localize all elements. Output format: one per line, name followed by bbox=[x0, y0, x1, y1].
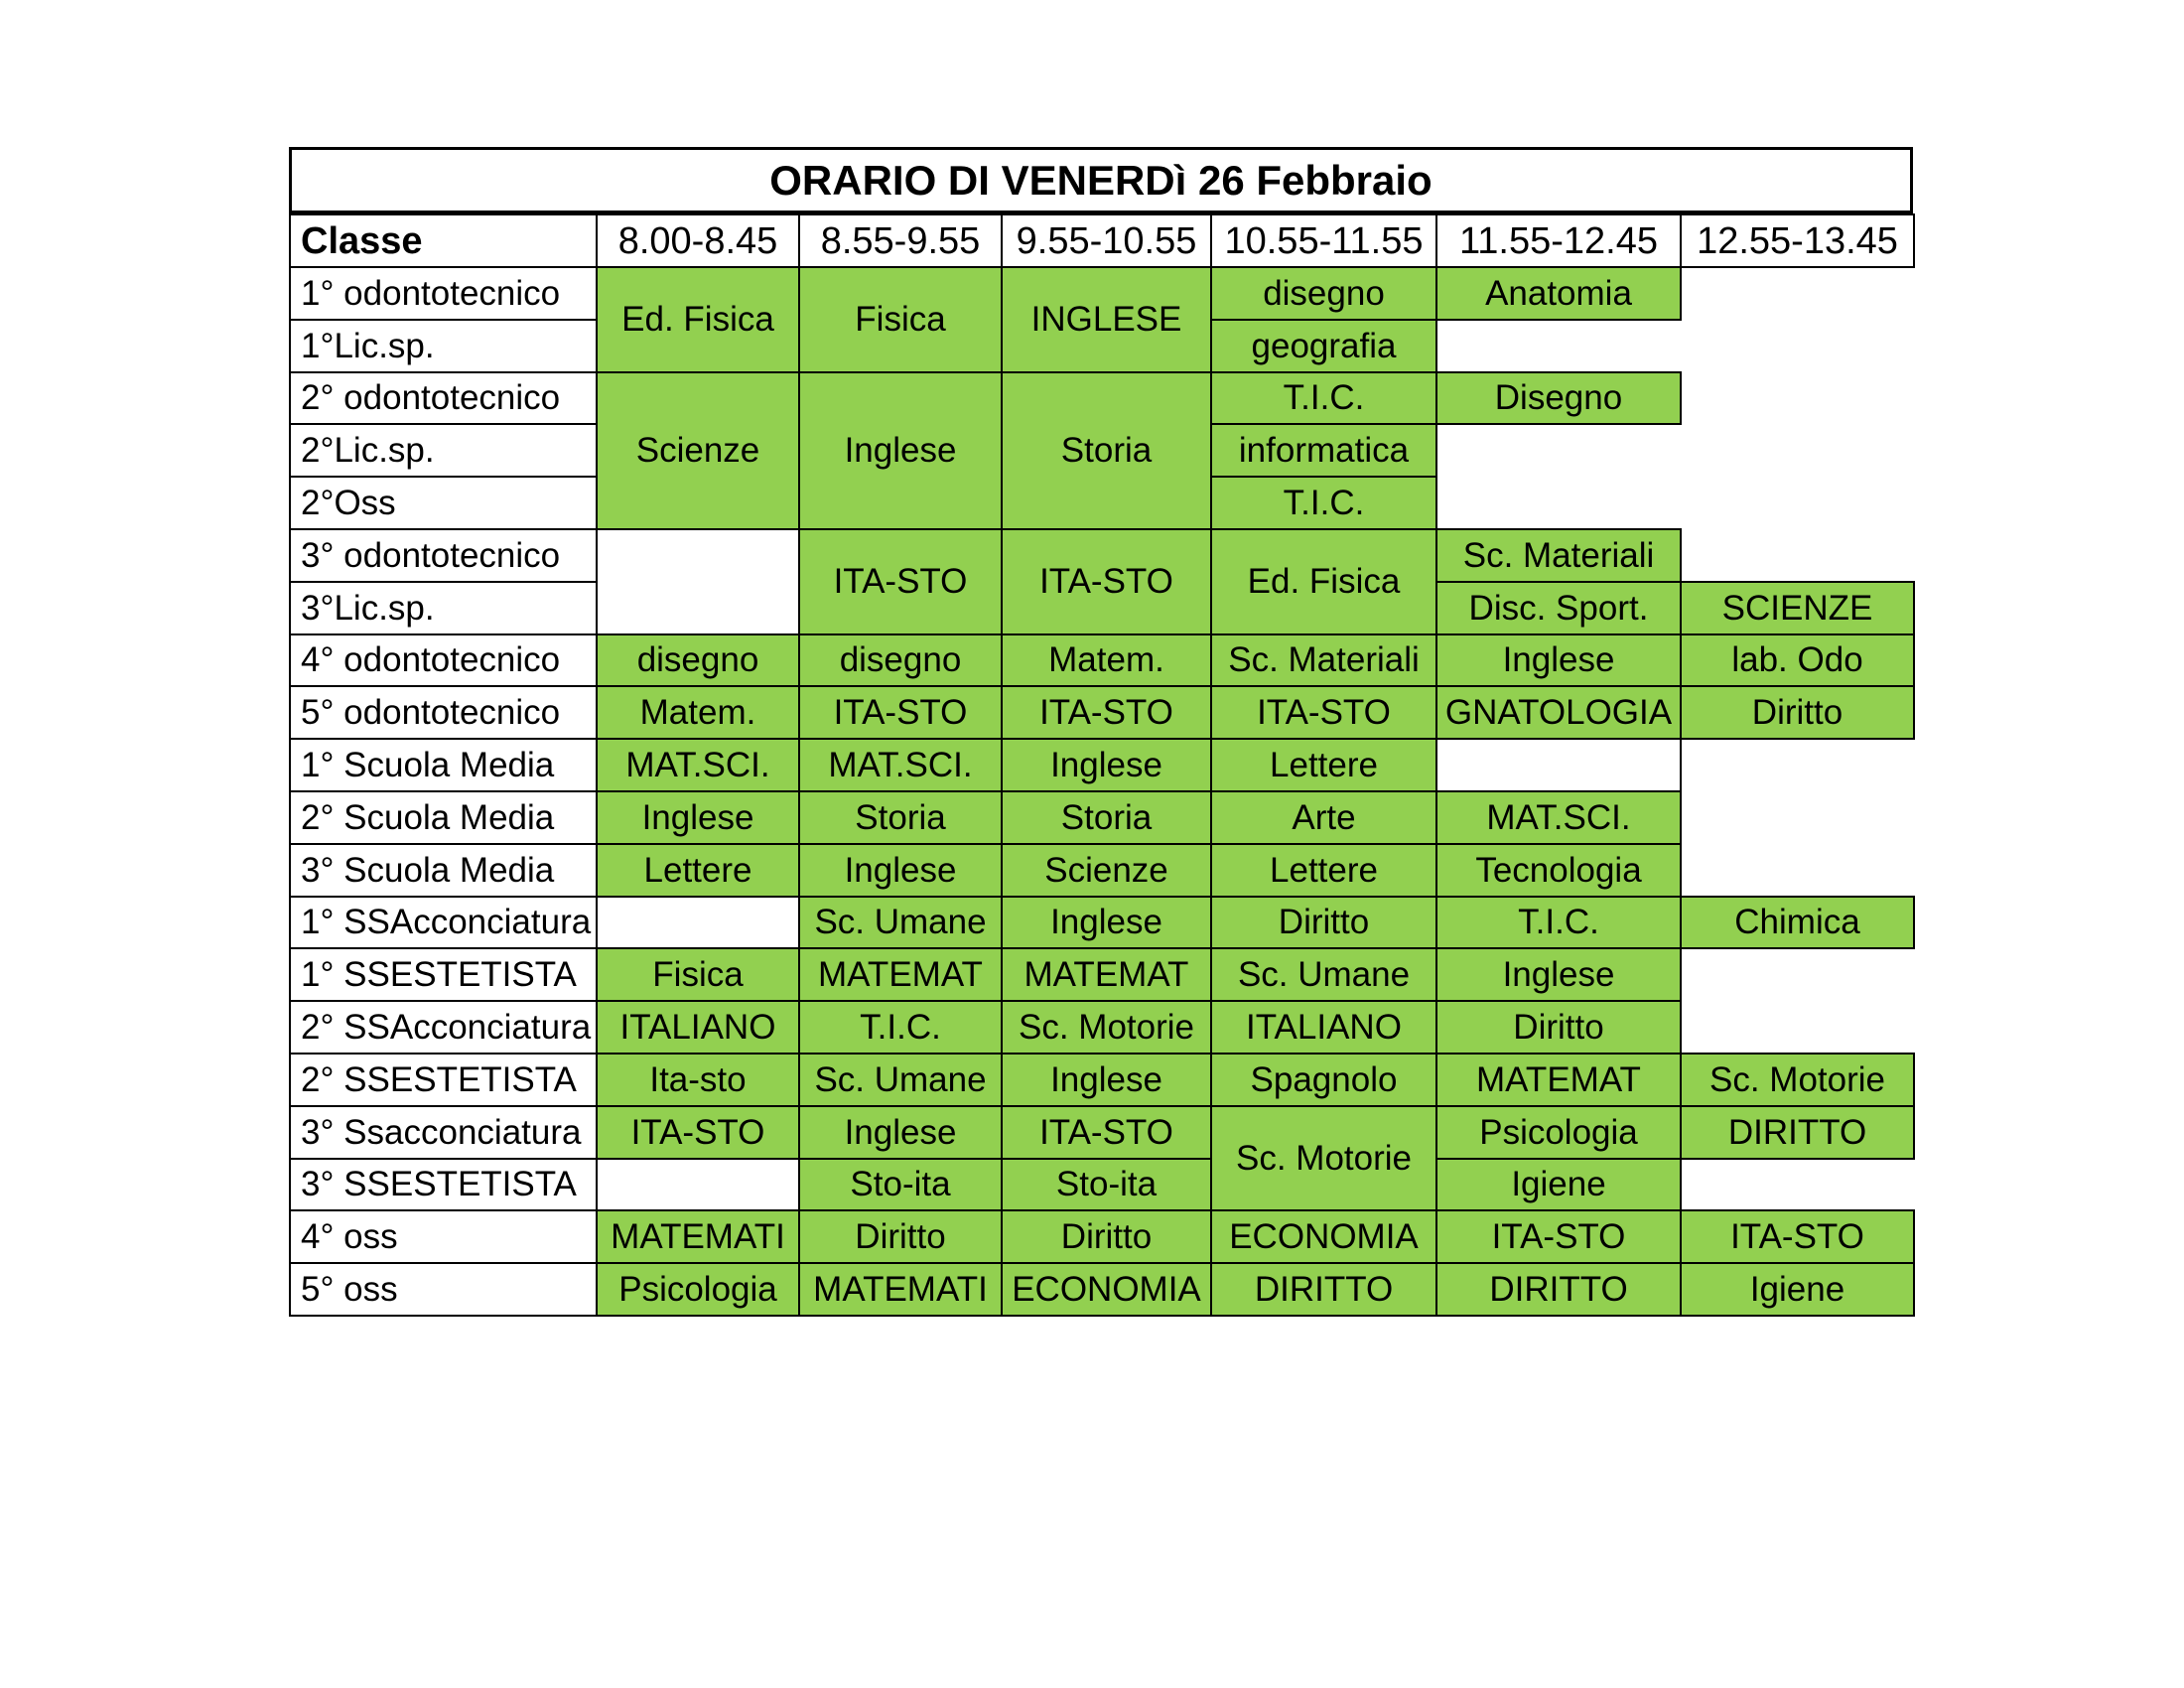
lesson-cell: MAT.SCI. bbox=[798, 738, 1003, 792]
lesson-cell: ECONOMIA bbox=[1001, 1262, 1212, 1317]
lesson-cell: Matem. bbox=[1001, 633, 1212, 688]
lesson-cell: ITA-STO bbox=[798, 685, 1003, 740]
class-name-cell: 3° Ssacconciatura bbox=[289, 1105, 598, 1160]
lesson-cell: Chimica bbox=[1680, 896, 1915, 950]
lesson-cell: Diritto bbox=[1001, 1209, 1212, 1264]
lesson-cell: disegno bbox=[596, 633, 800, 688]
lesson-cell: T.I.C. bbox=[1435, 896, 1682, 950]
lesson-cell: disegno bbox=[1210, 266, 1437, 321]
class-name-cell: 5° odontotecnico bbox=[289, 685, 598, 740]
lesson-cell: Ed. Fisica bbox=[1210, 528, 1437, 635]
lesson-cell: Storia bbox=[798, 790, 1003, 845]
class-name-cell: 3°Lic.sp. bbox=[289, 581, 598, 635]
lesson-cell: ITA-STO bbox=[1001, 528, 1212, 635]
lesson-cell: ITALIANO bbox=[1210, 1000, 1437, 1055]
lesson-cell: Spagnolo bbox=[1210, 1053, 1437, 1107]
class-name-cell: 2° SSESTETISTA bbox=[289, 1053, 598, 1107]
lesson-cell: Sc. Materiali bbox=[1210, 633, 1437, 688]
lesson-cell: Sc. Materiali bbox=[1435, 528, 1682, 583]
lesson-cell: GNATOLOGIA bbox=[1435, 685, 1682, 740]
lesson-cell: Lettere bbox=[1210, 738, 1437, 792]
lesson-cell: Sc. Motorie bbox=[1680, 1053, 1915, 1107]
lesson-cell: Storia bbox=[1001, 371, 1212, 530]
lesson-cell: Inglese bbox=[1001, 896, 1212, 950]
lesson-cell: DIRITTO bbox=[1680, 1105, 1915, 1160]
lesson-cell: Inglese bbox=[1435, 947, 1682, 1002]
lesson-cell: Inglese bbox=[798, 1105, 1003, 1160]
lesson-cell: MATEMAT bbox=[1435, 1053, 1682, 1107]
lesson-cell: ECONOMIA bbox=[1210, 1209, 1437, 1264]
class-name-cell: 1° SSAcconciatura bbox=[289, 896, 598, 950]
lesson-cell: ITA-STO bbox=[1001, 685, 1212, 740]
lesson-cell: Disegno bbox=[1435, 371, 1682, 426]
class-name-cell: 4° oss bbox=[289, 1209, 598, 1264]
empty-lesson-cell bbox=[596, 896, 800, 950]
lesson-cell: MAT.SCI. bbox=[1435, 790, 1682, 845]
lesson-cell: Sc. Umane bbox=[798, 1053, 1003, 1107]
lesson-cell: Matem. bbox=[596, 685, 800, 740]
class-name-cell: 3° SSESTETISTA bbox=[289, 1158, 598, 1212]
lesson-cell: Inglese bbox=[1001, 1053, 1212, 1107]
lesson-cell: Igiene bbox=[1435, 1158, 1682, 1212]
lesson-cell: Scienze bbox=[1001, 843, 1212, 898]
lesson-cell: Fisica bbox=[596, 947, 800, 1002]
lesson-cell: geografia bbox=[1210, 319, 1437, 373]
lesson-cell: Sto-ita bbox=[798, 1158, 1003, 1212]
lesson-cell: Storia bbox=[1001, 790, 1212, 845]
lesson-cell: Psicologia bbox=[596, 1262, 800, 1317]
class-name-cell: 2°Lic.sp. bbox=[289, 423, 598, 478]
lesson-cell: MATEMATI bbox=[798, 1262, 1003, 1317]
column-header-slot-4: 10.55-11.55 bbox=[1210, 213, 1437, 268]
empty-lesson-cell bbox=[596, 1158, 800, 1212]
lesson-cell: Ita-sto bbox=[596, 1053, 800, 1107]
lesson-cell: MATEMAT bbox=[798, 947, 1003, 1002]
lesson-cell: ITA-STO bbox=[1680, 1209, 1915, 1264]
class-name-cell: 2°Oss bbox=[289, 476, 598, 530]
lesson-cell: Inglese bbox=[798, 371, 1003, 530]
lesson-cell: Diritto bbox=[1680, 685, 1915, 740]
lesson-cell: disegno bbox=[798, 633, 1003, 688]
class-name-cell: 1°Lic.sp. bbox=[289, 319, 598, 373]
class-name-cell: 4° odontotecnico bbox=[289, 633, 598, 688]
lesson-cell: Sto-ita bbox=[1001, 1158, 1212, 1212]
class-name-cell: 1° Scuola Media bbox=[289, 738, 598, 792]
column-header-slot-6: 12.55-13.45 bbox=[1680, 213, 1915, 268]
empty-lesson-cell bbox=[596, 528, 800, 635]
class-name-cell: 3° Scuola Media bbox=[289, 843, 598, 898]
class-name-cell: 3° odontotecnico bbox=[289, 528, 598, 583]
lesson-cell: Diritto bbox=[798, 1209, 1003, 1264]
class-name-cell: 2° odontotecnico bbox=[289, 371, 598, 426]
lesson-cell: SCIENZE bbox=[1680, 581, 1915, 635]
lesson-cell: DIRITTO bbox=[1435, 1262, 1682, 1317]
lesson-cell: Inglese bbox=[596, 790, 800, 845]
column-header-slot-3: 9.55-10.55 bbox=[1001, 213, 1212, 268]
class-name-cell: 2° SSAcconciatura bbox=[289, 1000, 598, 1055]
lesson-cell: ITA-STO bbox=[1435, 1209, 1682, 1264]
lesson-cell: Inglese bbox=[1435, 633, 1682, 688]
lesson-cell: T.I.C. bbox=[1210, 371, 1437, 426]
column-header-slot-5: 11.55-12.45 bbox=[1435, 213, 1682, 268]
lesson-cell: ITA-STO bbox=[1210, 685, 1437, 740]
lesson-cell: Fisica bbox=[798, 266, 1003, 373]
lesson-cell: Disc. Sport. bbox=[1435, 581, 1682, 635]
lesson-cell: Scienze bbox=[596, 371, 800, 530]
lesson-cell: MATEMATI bbox=[596, 1209, 800, 1264]
lesson-cell: MAT.SCI. bbox=[596, 738, 800, 792]
lesson-cell: Diritto bbox=[1435, 1000, 1682, 1055]
empty-lesson-cell bbox=[1435, 738, 1682, 792]
lesson-cell: Lettere bbox=[1210, 843, 1437, 898]
column-header-classe: Classe bbox=[289, 213, 598, 268]
lesson-cell: Diritto bbox=[1210, 896, 1437, 950]
lesson-cell: Arte bbox=[1210, 790, 1437, 845]
lesson-cell: T.I.C. bbox=[1210, 476, 1437, 530]
lesson-cell: Tecnologia bbox=[1435, 843, 1682, 898]
lesson-cell: Sc. Motorie bbox=[1210, 1105, 1437, 1212]
lesson-cell: Inglese bbox=[798, 843, 1003, 898]
column-header-slot-2: 8.55-9.55 bbox=[798, 213, 1003, 268]
class-name-cell: 5° oss bbox=[289, 1262, 598, 1317]
lesson-cell: ITALIANO bbox=[596, 1000, 800, 1055]
lesson-cell: MATEMAT bbox=[1001, 947, 1212, 1002]
lesson-cell: ITA-STO bbox=[1001, 1105, 1212, 1160]
lesson-cell: INGLESE bbox=[1001, 266, 1212, 373]
lesson-cell: DIRITTO bbox=[1210, 1262, 1437, 1317]
class-name-cell: 1° odontotecnico bbox=[289, 266, 598, 321]
lesson-cell: T.I.C. bbox=[798, 1000, 1003, 1055]
lesson-cell: Anatomia bbox=[1435, 266, 1682, 321]
class-name-cell: 1° SSESTETISTA bbox=[289, 947, 598, 1002]
lesson-cell: ITA-STO bbox=[798, 528, 1003, 635]
lesson-cell: Inglese bbox=[1001, 738, 1212, 792]
lesson-cell: Sc. Umane bbox=[798, 896, 1003, 950]
lesson-cell: Ed. Fisica bbox=[596, 266, 800, 373]
column-header-slot-1: 8.00-8.45 bbox=[596, 213, 800, 268]
lesson-cell: ITA-STO bbox=[596, 1105, 800, 1160]
class-name-cell: 2° Scuola Media bbox=[289, 790, 598, 845]
lesson-cell: Sc. Umane bbox=[1210, 947, 1437, 1002]
lesson-cell: informatica bbox=[1210, 423, 1437, 478]
schedule-title: ORARIO DI VENERDì 26 Febbraio bbox=[289, 147, 1913, 213]
lesson-cell: Igiene bbox=[1680, 1262, 1915, 1317]
lesson-cell: Sc. Motorie bbox=[1001, 1000, 1212, 1055]
lesson-cell: lab. Odo bbox=[1680, 633, 1915, 688]
lesson-cell: Lettere bbox=[596, 843, 800, 898]
lesson-cell: Psicologia bbox=[1435, 1105, 1682, 1160]
